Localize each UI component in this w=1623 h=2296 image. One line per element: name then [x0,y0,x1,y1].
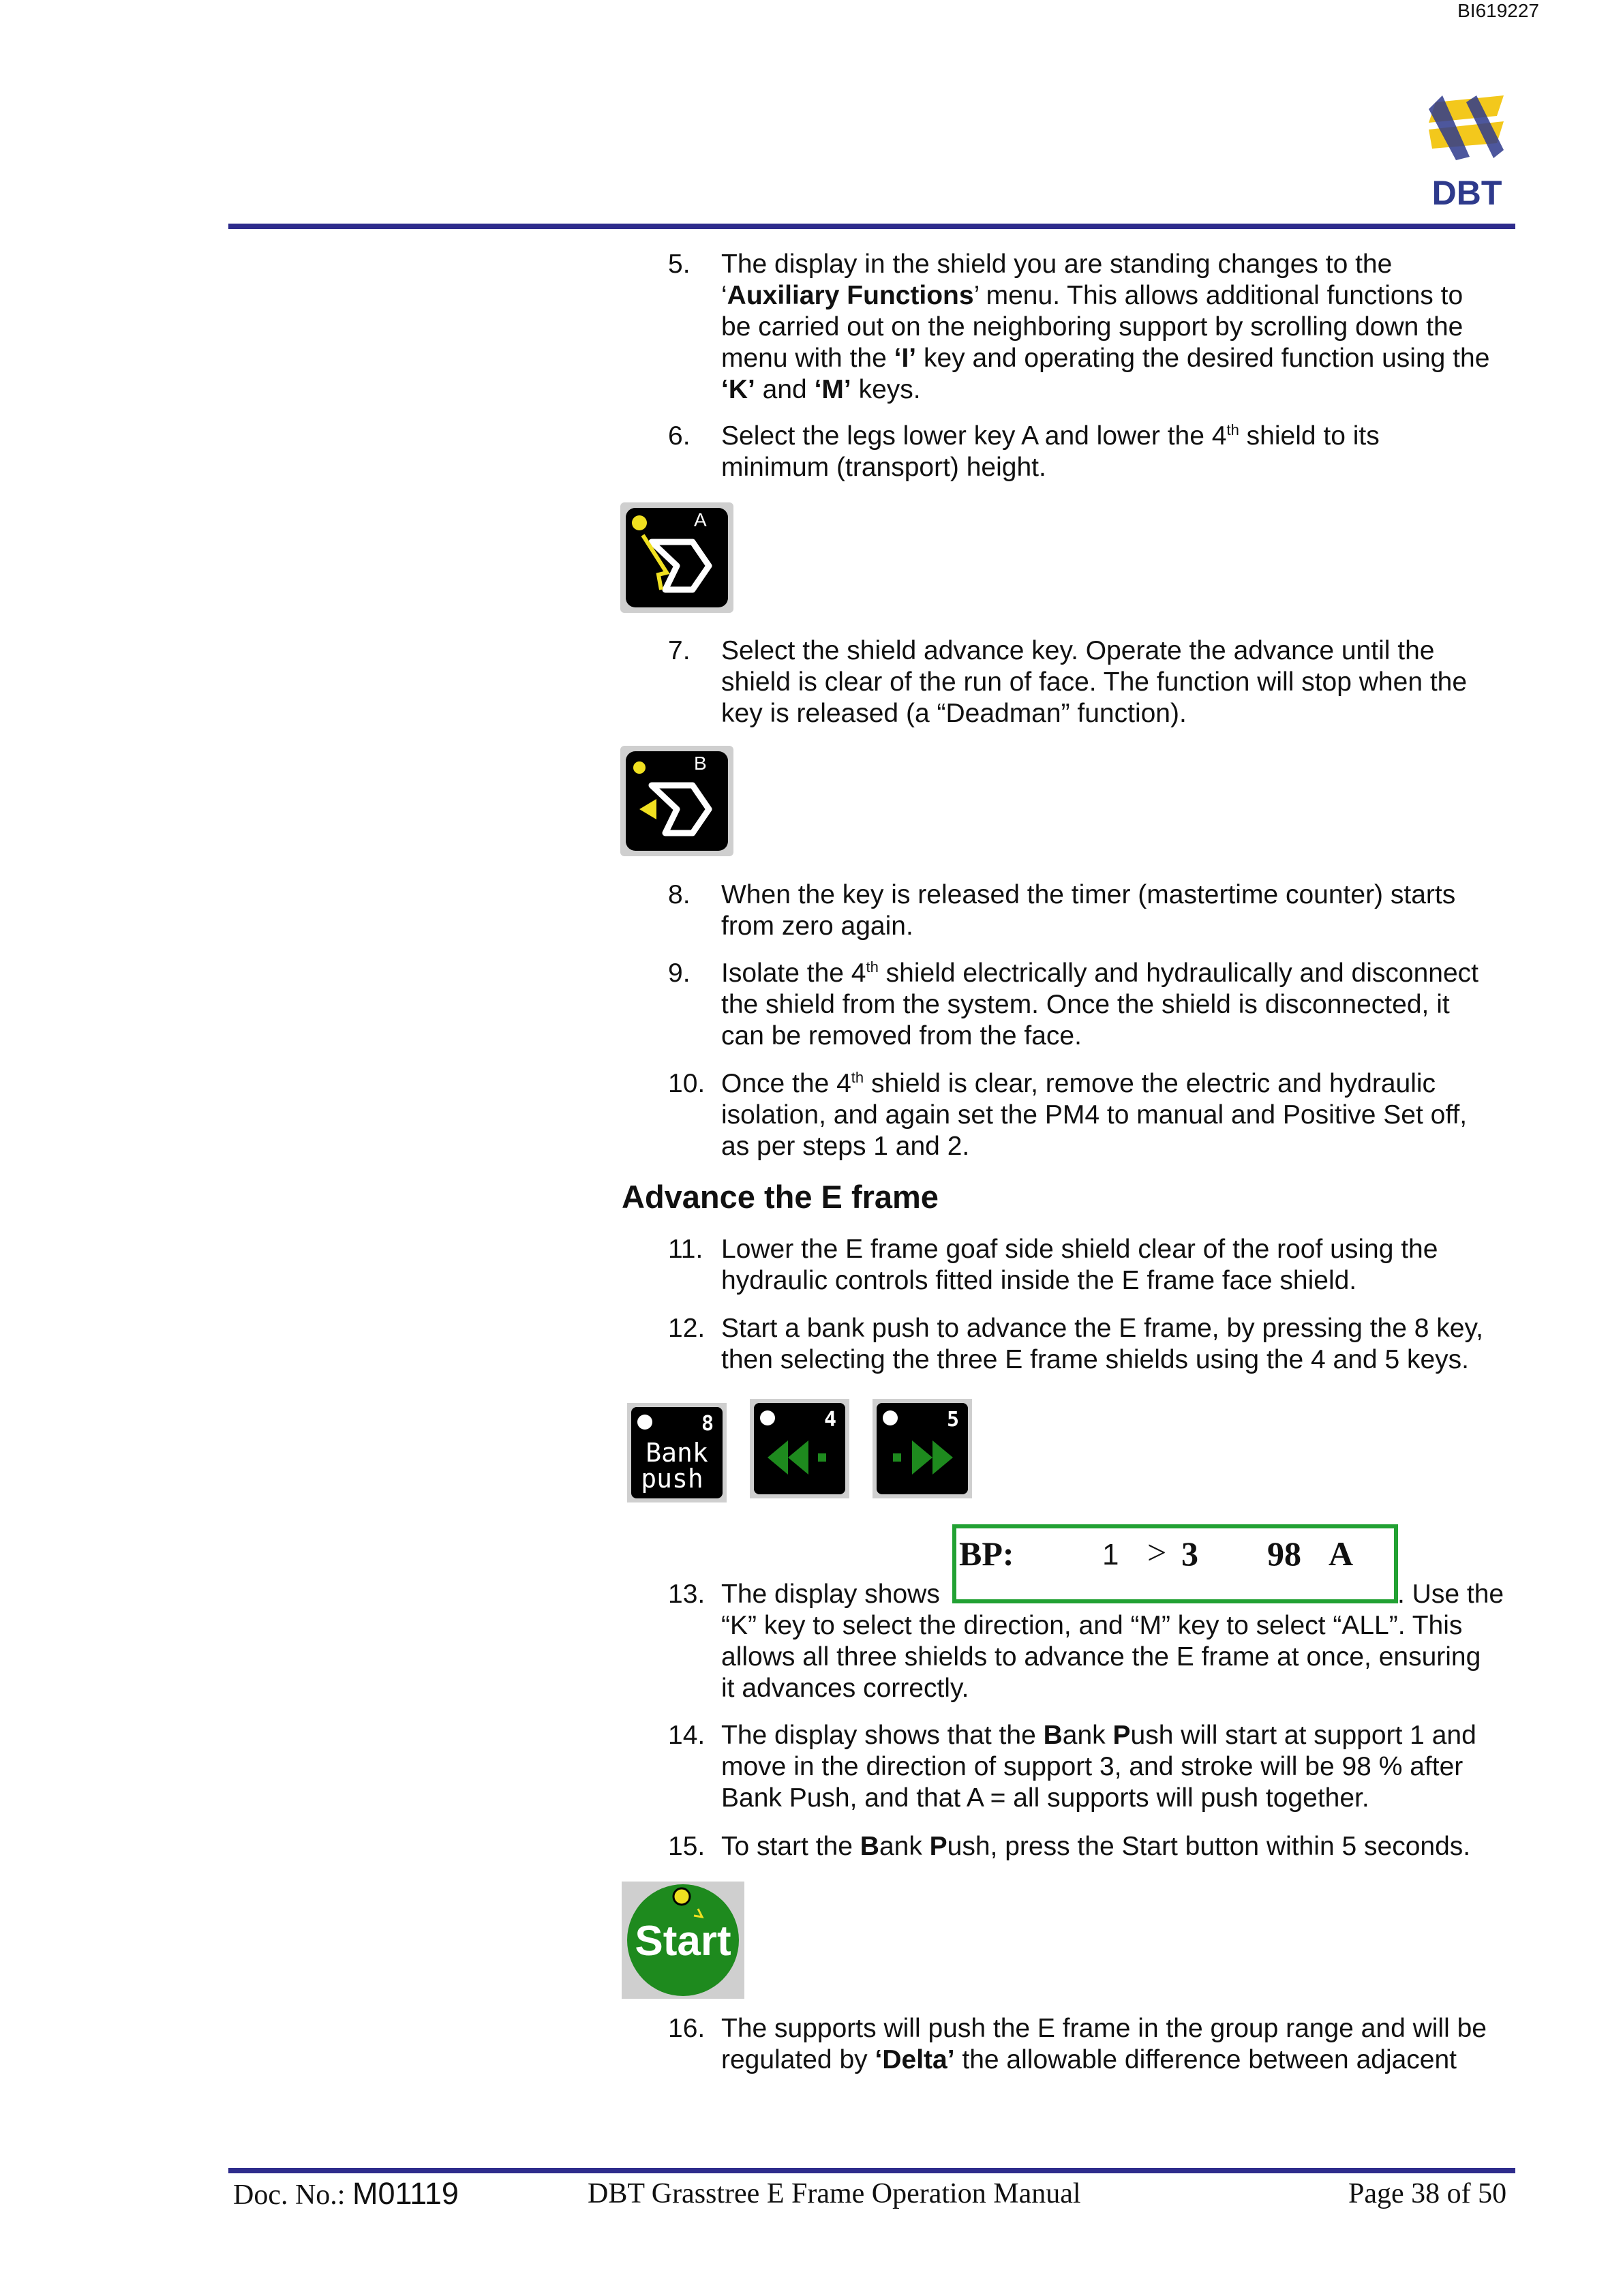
step-11-text: Lower the E frame goaf side shield clear of the roof using the hydraulic controls fitted inside the E frame face shield. [721,1235,1438,1295]
step-8-text: When the key is released the timer (mastertime counter) starts from zero again. [721,880,1456,941]
display-stroke: 98 [1267,1535,1301,1573]
svg-text:8: 8 [701,1412,714,1436]
section-heading: Advance the E frame [622,1179,939,1215]
step-number: 14. [668,1721,706,1750]
step-13-line1a: The display shows [721,1580,940,1609]
bank-push-key-icon [627,1403,727,1502]
footer-title: DBT Grasstree E Frame Operation Manual [588,2178,1081,2209]
logo-text: DBT [1431,174,1502,212]
shield-advance-key-icon: B [620,746,733,856]
svg-text:Bank: Bank [646,1438,708,1468]
legs-lower-key-icon: A [620,502,733,613]
start-button-icon [622,1882,744,1999]
display-arrow: > [1147,1533,1167,1571]
footer-doc-number: Doc. No.: M01119 [233,2176,459,2211]
display-label: BP: [959,1535,1014,1573]
step-16-text: The supports will push the E frame in the group range and will be regulated by ‘Delta’ the allowable difference between adjacent [721,2014,1487,2074]
step-number: 5. [668,250,691,279]
svg-text:4: 4 [823,1408,837,1432]
step-number: 16. [668,2014,706,2043]
step-number: 11. [668,1235,703,1264]
step-13-text: “K” key to select the direction, and “M” key to select “ALL”. This allows all three shields to advance the E frame at once, ensuring it advances correctly. [721,1611,1481,1703]
display-mode: A [1329,1535,1354,1573]
svg-text:5: 5 [946,1408,960,1432]
svg-text:Start: Start [635,1918,731,1965]
bank-push-display [952,1524,1398,1603]
footer-rule [228,2168,1515,2173]
step-number: 8. [668,880,691,909]
dbt-logo [1423,95,1511,218]
header-rule [228,224,1515,229]
step-number: 7. [668,636,691,665]
step-number: 15. [668,1832,706,1861]
forward-key-5-icon [873,1399,972,1498]
rewind-key-4-icon [750,1399,849,1498]
step-6-text: Select the legs lower key A and lower the 4th shield to its minimum (transport) height. [721,421,1380,482]
step-14-text: The display shows that the Bank Push will start at support 1 and move in the direction of support 3, and stroke will be 98 % after Bank Push, and that A = all supports will push together. [721,1721,1476,1813]
step-12-text: Start a bank push to advance the E frame, by pressing the 8 key, then selecting the three E frame shields using the 4 and 5 keys. [721,1314,1483,1374]
footer-page-number: Page 38 of 50 [1348,2178,1507,2209]
step-13-line1b: . Use the [1397,1580,1504,1609]
display-from: 1 [1102,1538,1119,1571]
step-number: 10. [668,1069,706,1098]
step-10-text: Once the 4th shield is clear, remove the electric and hydraulic isolation, and again set the PM4 to manual and Positive Set off, as per steps 1 and 2. [721,1069,1468,1161]
step-number: 12. [668,1314,706,1343]
svg-text:push: push [641,1464,703,1494]
document-id: BI619227 [1457,0,1539,21]
step-number: 6. [668,421,691,451]
step-9-text: Isolate the 4th shield electrically and hydraulically and disconnect the shield from the system. Once the shield is disconnected, it can be removed from the face. [721,958,1478,1051]
display-to: 3 [1181,1535,1198,1573]
step-15-text: To start the Bank Push, press the Start button within 5 seconds. [721,1832,1471,1861]
step-number: 13. [668,1580,706,1609]
step-5-text: The display in the shield you are standing changes to the ‘Auxiliary Functions’ menu. This allows additional functions to be carried out on the neighboring support by scrolling down the menu with the ‘I’ key and operating the desired function using the ‘K’ and ‘M’ keys. [721,250,1490,404]
step-number: 9. [668,958,691,988]
step-7-text: Select the shield advance key. Operate the advance until the shield is clear of the run of face. The function will stop when the key is released (a “Deadman” function). [721,636,1468,728]
